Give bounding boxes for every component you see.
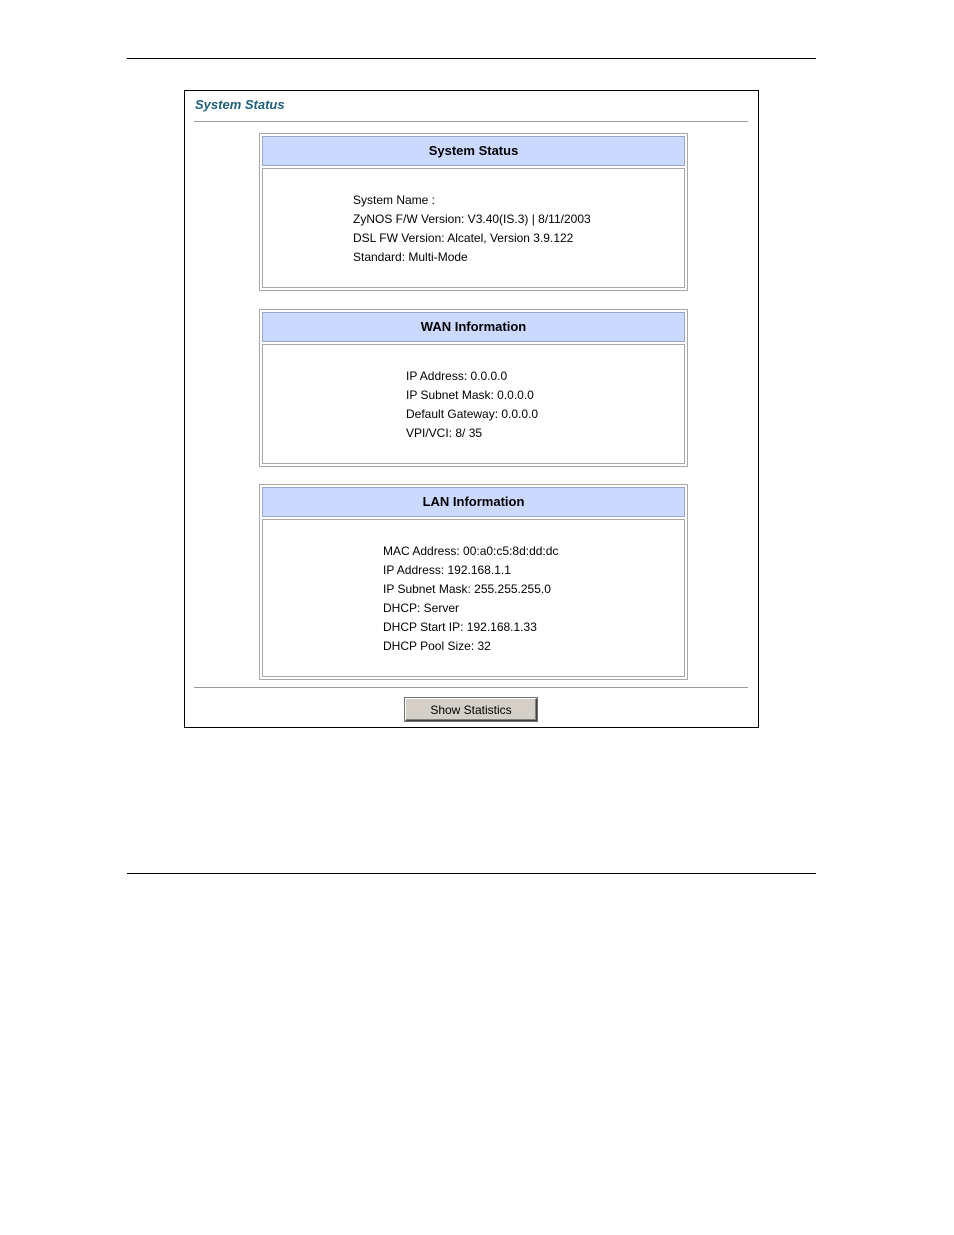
lan-information-body: [262, 519, 685, 677]
lan-subnet-mask-line: IP Subnet Mask: 255.255.255.0: [383, 582, 551, 596]
wan-information-body: [262, 344, 685, 464]
lan-information-lines: [383, 542, 558, 656]
wan-information-panel: [259, 309, 688, 467]
system-status-body: [262, 168, 685, 288]
system-status-header: System Status: [262, 136, 685, 166]
dsl-firmware-line: DSL FW Version: Alcatel, Version 3.9.122: [353, 231, 574, 245]
standard-line: Standard: Multi-Mode: [353, 250, 468, 264]
system-status-frame: [184, 90, 759, 728]
wan-default-gateway-line: Default Gateway: 0.0.0.0: [406, 407, 539, 421]
button-divider: [194, 687, 748, 689]
wan-ip-address-line: IP Address: 0.0.0.0: [406, 369, 508, 383]
wan-information-lines: [406, 367, 538, 443]
wan-subnet-mask-line: IP Subnet Mask: 0.0.0.0: [406, 388, 534, 402]
lan-ip-address-line: IP Address: 192.168.1.1: [383, 563, 511, 577]
page-title: System Status: [195, 97, 285, 112]
system-status-lines: [353, 191, 591, 267]
system-name-line: System Name :: [353, 193, 436, 207]
lan-information-header: LAN Information: [262, 487, 685, 517]
show-statistics-button[interactable]: Show Statistics: [405, 698, 537, 721]
wan-information-header: WAN Information: [262, 312, 685, 342]
title-divider: [194, 121, 748, 123]
page-top-rule: [127, 58, 816, 59]
lan-dhcp-pool-size-line: DHCP Pool Size: 32: [383, 639, 491, 653]
page-bottom-rule: [127, 873, 816, 874]
wan-vpi-vci-line: VPI/VCI: 8/ 35: [406, 426, 483, 440]
lan-dhcp-start-ip-line: DHCP Start IP: 192.168.1.33: [383, 620, 537, 634]
lan-dhcp-line: DHCP: Server: [383, 601, 460, 615]
firmware-version-line: ZyNOS F/W Version: V3.40(IS.3) | 8/11/2003: [353, 212, 591, 226]
system-status-panel: [259, 133, 688, 291]
lan-information-panel: [259, 484, 688, 680]
lan-mac-address-line: MAC Address: 00:a0:c5:8d:dd:dc: [383, 544, 559, 558]
